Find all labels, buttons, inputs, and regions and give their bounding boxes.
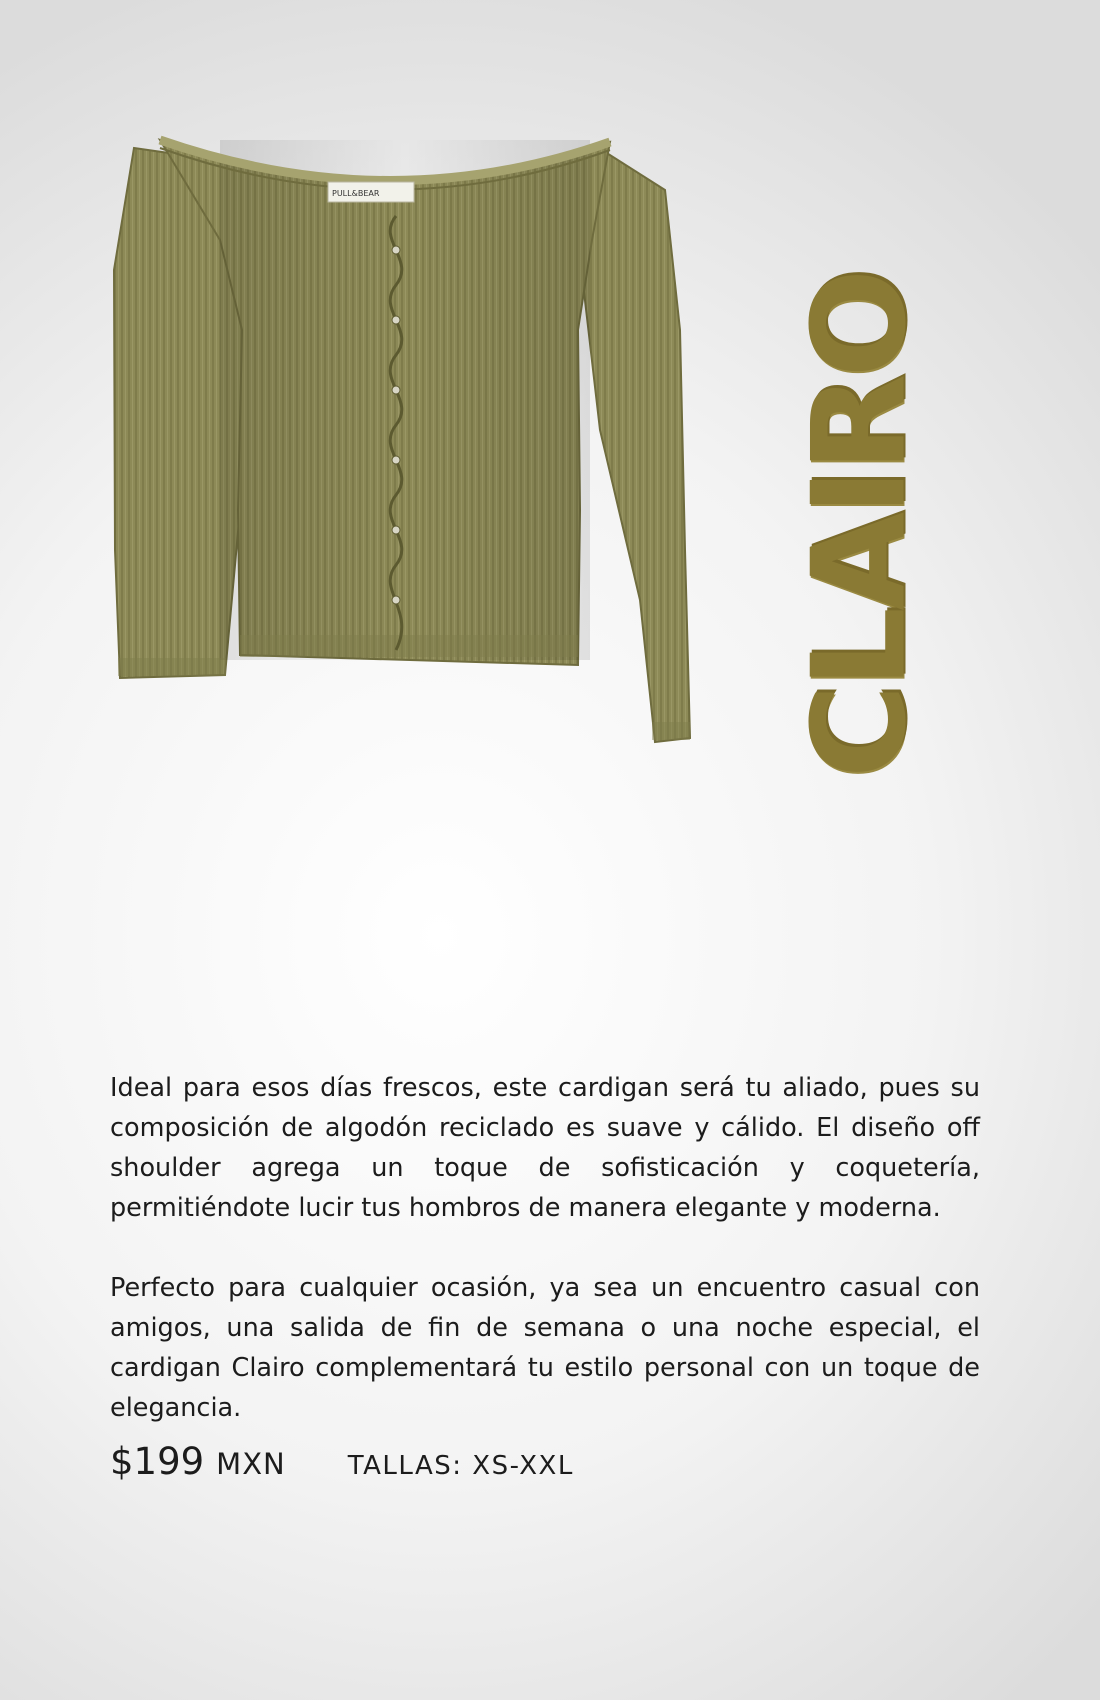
price-amount: $199 <box>110 1440 205 1483</box>
brand-title <box>780 272 940 778</box>
price-currency: MXN <box>216 1447 286 1481</box>
price-row <box>110 1440 990 1490</box>
description-paragraph-2: Perfecto para cualquier ocasión, ya sea un encuentro casual con amigos, una salida de fin de semana o una noche especial, el cardigan Clairo complementará tu estilo personal con un toque de elegancia. <box>110 1273 980 1423</box>
cardigan-body <box>114 140 690 742</box>
cardigan-product-image <box>100 130 700 970</box>
brand-title-text: CLAIRO <box>785 272 935 778</box>
product-description <box>110 1068 980 1468</box>
size-range: TALLAS: XS-XXL <box>347 1451 574 1481</box>
brand-label-text: PULL&BEAR <box>332 189 380 198</box>
description-paragraph-1: Ideal para esos días frescos, este cardigan será tu aliado, pues su composición de algodón reciclado es suave y cálido. El diseño off shoulder agrega un toque de sofisticación y coquetería, permitiéndote lucir tus hombros de manera elegante y moderna. <box>110 1073 980 1223</box>
